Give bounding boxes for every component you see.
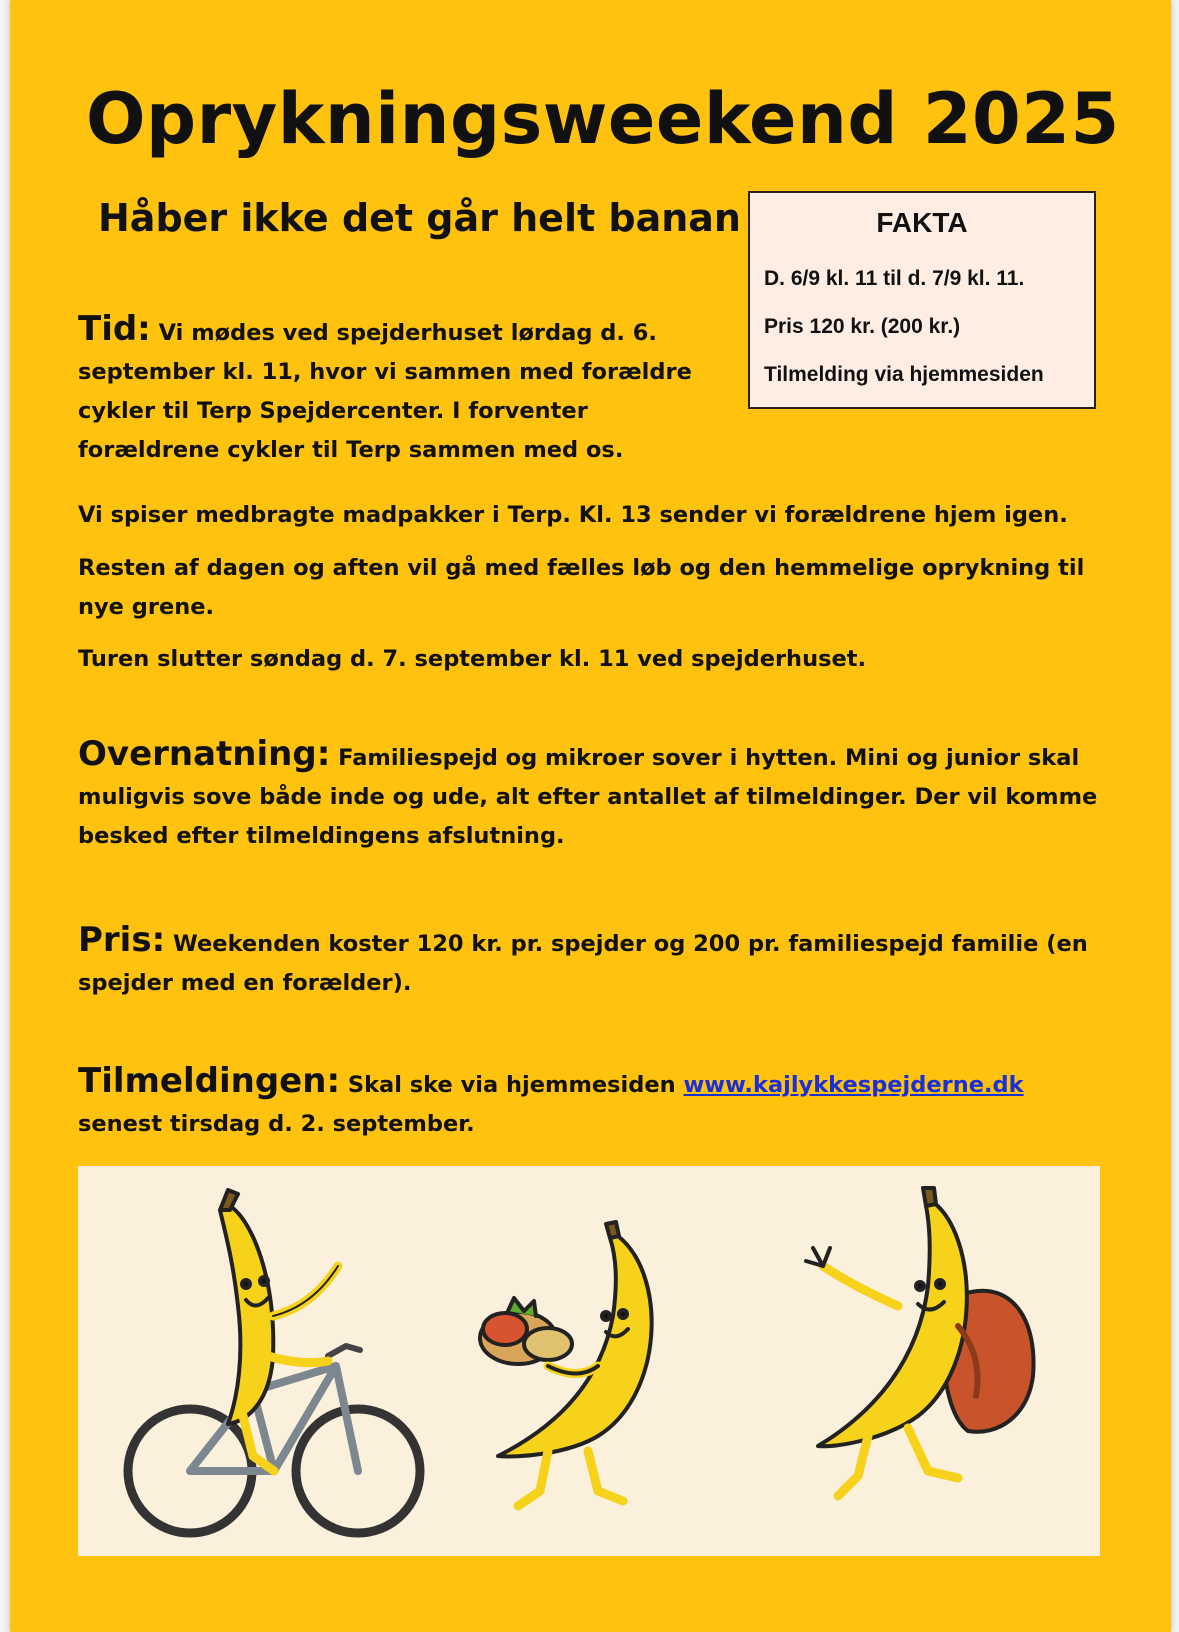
fakta-price: Pris 120 kr. (200 kr.) xyxy=(764,315,961,338)
website-link[interactable]: www.kajlykkespejderne.dk xyxy=(683,1072,1024,1098)
fakta-dates: D. 6/9 kl. 11 til d. 7/9 kl. 11. xyxy=(764,267,1025,290)
section-overnatning xyxy=(78,735,1118,856)
fakta-signup: Tilmelding via hjemmesiden xyxy=(764,363,1044,386)
section-slut: Turen slutter søndag d. 7. september kl. 11 ved spejderhuset. xyxy=(78,646,867,672)
pris-text: Weekenden koster 120 kr. pr. spejder og 200 pr. familiespejd familie (en spejder med en forælder). xyxy=(78,931,1088,996)
page-subtitle: Håber ikke det går helt banan xyxy=(98,196,741,240)
section-tilmelding xyxy=(78,1062,1118,1144)
section-tid xyxy=(78,310,718,470)
section-pris xyxy=(78,921,1118,1003)
banana-bicycle-figure xyxy=(128,1190,420,1533)
tilmelding-deadline: senest tirsdag d. 2. september. xyxy=(78,1111,475,1137)
section-resten: Resten af dagen og aften vil gå med fælles løb og den hemmelige oprykning til nye grene. xyxy=(78,555,1085,620)
tilmelding-heading: Tilmeldingen: xyxy=(78,1061,341,1101)
fakta-heading: FAKTA xyxy=(876,207,968,238)
tid-heading: Tid: xyxy=(78,309,151,349)
tilmelding-text: Skal ske via hjemmesiden xyxy=(347,1072,676,1098)
section-madpakker: Vi spiser medbragte madpakker i Terp. Kl. 13 sender vi forældrene hjem igen. xyxy=(78,502,1068,528)
tid-text: Vi mødes ved spejderhuset lørdag d. 6. september kl. 11, hvor vi sammen med forældre cykler til Terp Spejdercenter. I forventer forældrene cykler til Terp sammen med os. xyxy=(78,320,692,463)
overnatning-text: Familiespejd og mikroer sover i hytten. Mini og junior skal muligvis sove både inde og ude, alt efter antallet af tilmeldinger. Der vil komme besked efter tilmeldingens afslutning. xyxy=(78,745,1098,849)
page-title: Oprykningsweekend 2025 xyxy=(86,78,1120,160)
banana-illustration xyxy=(78,1166,1100,1556)
banana-lunchbox-figure xyxy=(480,1222,652,1506)
pris-heading: Pris: xyxy=(78,920,166,960)
fakta-box xyxy=(748,191,1096,409)
banana-backpack-figure xyxy=(806,1188,1034,1496)
flyer-page xyxy=(10,0,1171,1632)
overnatning-heading: Overnatning: xyxy=(78,734,331,774)
